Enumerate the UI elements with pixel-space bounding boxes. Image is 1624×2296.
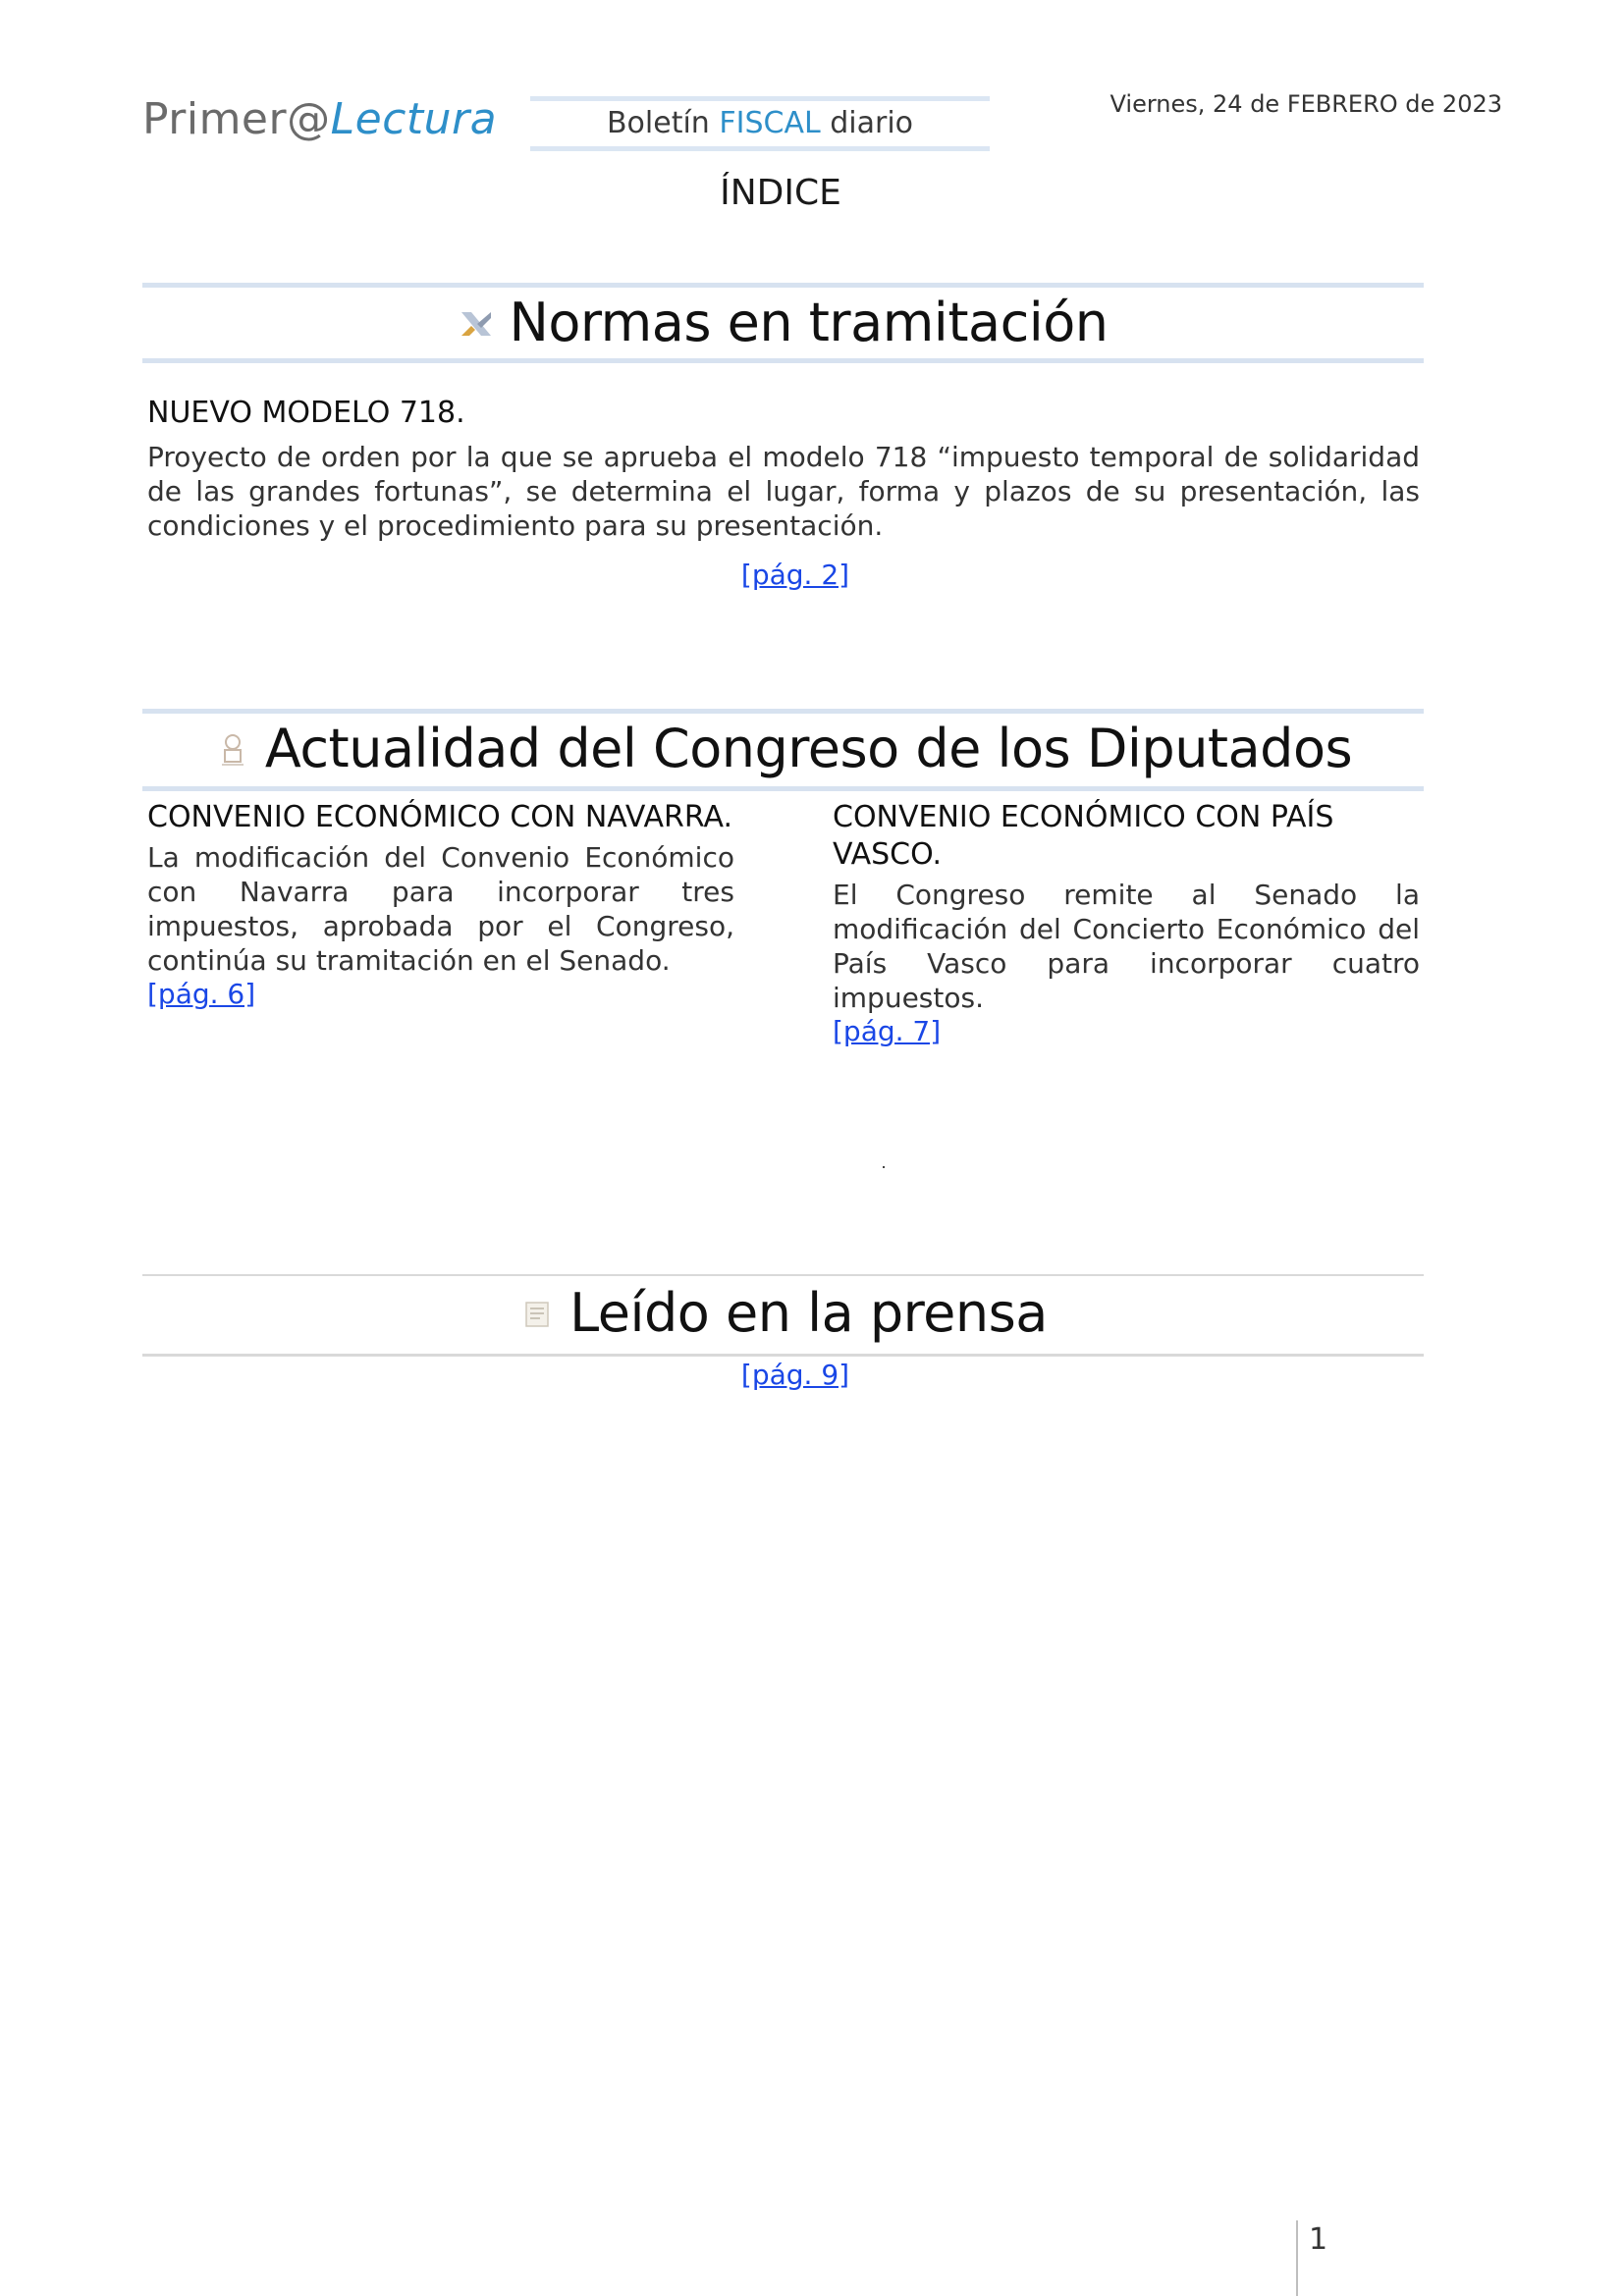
logo-text-accent: Lectura (330, 94, 498, 144)
page-link[interactable]: [pág. 7] (833, 1015, 942, 1047)
prensa-link-row (147, 1359, 1420, 1391)
entry-concierto-pais-vasco (833, 799, 1420, 1047)
bulletin-suffix: diario (820, 106, 914, 140)
bulletin-title (530, 96, 990, 151)
entry-title: CONVENIO ECONÓMICO CON NAVARRA. (147, 800, 733, 834)
page-link[interactable]: [pág. 2] (740, 559, 850, 591)
entry-modelo-718 (147, 395, 1420, 591)
section-header-congreso (142, 709, 1424, 791)
entry-title: NUEVO MODELO 718. (147, 396, 465, 430)
entry-convenio-navarra (147, 799, 734, 1010)
stray-dot (883, 1166, 885, 1168)
page-number-divider (1296, 2220, 1298, 2296)
bulletin-prefix: Boletín (606, 106, 720, 140)
section-title: Normas en tramitación (509, 292, 1109, 353)
section-title: Actualidad del Congreso de los Diputados (264, 718, 1353, 779)
issue-date: Viernes, 24 de FEBRERO de 2023 (1110, 90, 1502, 118)
page-link[interactable]: [pág. 6] (147, 978, 256, 1010)
section-title: Leído en la prensa (569, 1282, 1048, 1344)
entry-body: Proyecto de orden por la que se aprueba el modelo 718 “impuesto temporal de solidaridad de las grandes fortunas”, se determina el lugar, forma y plazos de su presentación, las condiciones y el procedimiento para su presentación. (147, 441, 1420, 542)
section-header-prensa (142, 1274, 1424, 1357)
index-title: ÍNDICE (720, 173, 841, 213)
entry-body: El Congreso remite al Senado la modificación del Concierto Económico del País Vasco para incorporar cuatro impuestos. (833, 879, 1420, 1014)
entry-title: CONVENIO ECONÓMICO CON PAÍS VASCO. (833, 800, 1334, 872)
section-header-normas (142, 283, 1424, 363)
entry-body: La modificación del Convenio Económico con Navarra para incorporar tres impuestos, aprobada por el Congreso, continúa su tramitación en el Senado. (147, 841, 734, 977)
logo-text-primary: Primer@ (142, 94, 331, 144)
tax-agency-logo-icon (458, 304, 495, 342)
newspaper-icon (518, 1295, 556, 1332)
logo (142, 94, 497, 144)
page-link[interactable]: [pág. 9] (740, 1359, 850, 1391)
page-number: 1 (1309, 2222, 1328, 2257)
congress-emblem-icon (214, 730, 251, 768)
bulletin-accent: FISCAL (719, 106, 821, 140)
